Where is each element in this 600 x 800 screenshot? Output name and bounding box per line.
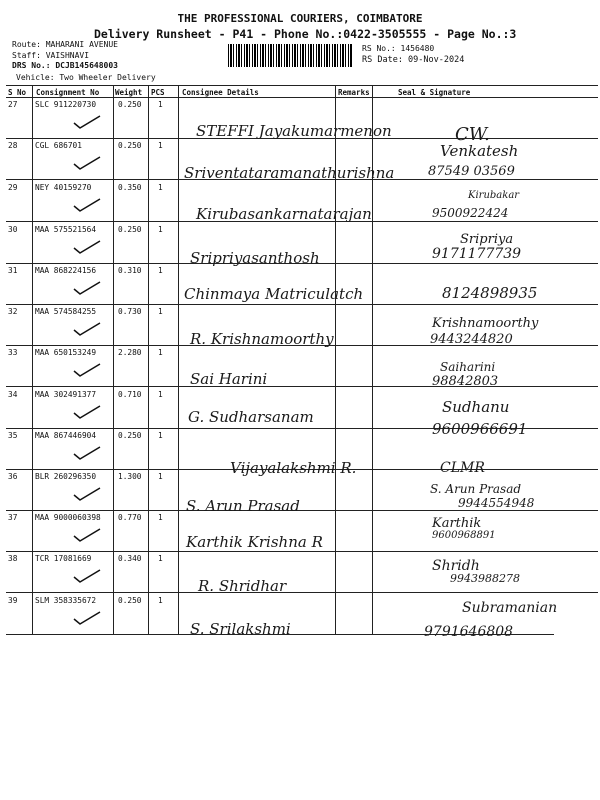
column-header: PCS [151, 88, 165, 97]
check-mark-icon [72, 446, 102, 460]
signature-text: Krishnamoorthy [432, 316, 539, 331]
column-header: Weight [115, 88, 143, 97]
check-mark-icon [72, 240, 102, 254]
signature-text: S. Arun Prasad [430, 482, 522, 496]
consignment-number: SLC 911220730 [35, 100, 97, 109]
consignment-number: MAA 9000060398 [35, 513, 101, 522]
signature-text: Sripriya [460, 232, 514, 247]
pcs-value: 1 [158, 225, 163, 234]
weight-value: 0.250 [118, 431, 142, 440]
consignee-name: Karthik Krishna R [186, 533, 323, 551]
pcs-value: 1 [158, 183, 163, 192]
check-mark-icon [72, 115, 102, 129]
serial-number: 32 [8, 307, 18, 316]
column-header: Consignment No [36, 88, 100, 97]
check-mark-icon [72, 156, 102, 170]
serial-number: 28 [8, 141, 18, 150]
row-divider [6, 592, 598, 593]
consignment-col-line [113, 85, 114, 635]
runsheet-title: Delivery Runsheet - P41 - Phone No.:0422-3505555 - Page No.:3 [94, 27, 517, 41]
signature-text: 9600966691 [432, 420, 528, 438]
serial-number: 39 [8, 596, 18, 605]
pcs-value: 1 [158, 348, 163, 357]
pcs-col-line [178, 85, 179, 635]
weight-value: 0.350 [118, 183, 142, 192]
consignee-name: R. Krishnamoorthy [190, 330, 334, 348]
consignment-number: NEY 40159270 [35, 183, 92, 192]
column-header: Seal & Signature [398, 88, 471, 97]
check-mark-icon [72, 322, 102, 336]
serial-number: 31 [8, 266, 18, 275]
weight-value: 0.310 [118, 266, 142, 275]
consignment-number: TCR 17081669 [35, 554, 92, 563]
check-mark-icon [72, 363, 102, 377]
vehicle-label: Vehicle: Two Wheeler Delivery [16, 73, 156, 82]
serial-number: 36 [8, 472, 18, 481]
serial-number: 38 [8, 554, 18, 563]
pcs-value: 1 [158, 472, 163, 481]
signature-text: 9171177739 [432, 246, 522, 262]
check-mark-icon [72, 405, 102, 419]
rs-date: RS Date: 09-Nov-2024 [362, 55, 465, 65]
serial-number: 27 [8, 100, 18, 109]
check-mark-icon [72, 528, 102, 542]
signature-text: Venkatesh [440, 142, 519, 160]
column-header: S No [8, 88, 27, 97]
drs-number: DRS No.: DCJB145648003 [12, 61, 118, 70]
signature-text: 9600968891 [432, 530, 496, 541]
route-label: Route: MAHARANI AVENUE [12, 40, 118, 49]
signature-text: CW. [455, 124, 490, 145]
consignee-name: Sriventataramanathurishna [184, 164, 395, 182]
signature-text: 9500922424 [432, 206, 509, 220]
consignee-name: Chinmaya Matriculatch [184, 285, 364, 303]
consignee-name: STEFFI Jayakumarmenon [196, 122, 392, 140]
pcs-value: 1 [158, 266, 163, 275]
check-mark-icon [72, 611, 102, 625]
check-mark-icon [72, 487, 102, 501]
pcs-value: 1 [158, 513, 163, 522]
pcs-value: 1 [158, 431, 163, 440]
pcs-value: 1 [158, 100, 163, 109]
row-divider [6, 386, 598, 387]
pcs-value: 1 [158, 390, 163, 399]
serial-number: 37 [8, 513, 18, 522]
weight-value: 0.250 [118, 596, 142, 605]
signature-text: 87549 03569 [428, 164, 515, 179]
signature-text: Karthik [432, 516, 482, 531]
weight-value: 0.730 [118, 307, 142, 316]
signature-text: Saiharini [440, 360, 496, 374]
weight-col-line [148, 85, 149, 635]
serial-number: 30 [8, 225, 18, 234]
consignee-name: Kirubasankarnatarajan [196, 205, 372, 223]
staff-label: Staff: VAISHNAVI [12, 51, 90, 60]
weight-value: 0.250 [118, 225, 142, 234]
check-mark-icon [72, 281, 102, 295]
signature-text: 98842803 [432, 374, 499, 389]
pcs-value: 1 [158, 554, 163, 563]
row-divider [6, 510, 598, 511]
consignment-number: MAA 650153249 [35, 348, 97, 357]
pcs-value: 1 [158, 307, 163, 316]
weight-value: 0.710 [118, 390, 142, 399]
company-title: THE PROFESSIONAL COURIERS, COIMBATORE [177, 12, 423, 25]
consignee-name: S. Arun Prasad [186, 497, 300, 515]
rs-number: RS No.: 1456480 [362, 44, 435, 53]
consignee-name: G. Sudharsanam [188, 408, 314, 426]
weight-value: 0.770 [118, 513, 142, 522]
signature-text: Shridh [432, 558, 480, 574]
consignment-number: MAA 868224156 [35, 266, 97, 275]
row-divider [6, 551, 598, 552]
check-mark-icon [72, 198, 102, 212]
signature-text: 9944554948 [458, 496, 535, 510]
signature-text: 8124898935 [442, 284, 538, 302]
pcs-value: 1 [158, 141, 163, 150]
signature-text: 9791646808 [424, 624, 514, 640]
weight-value: 0.340 [118, 554, 142, 563]
consignment-number: MAA 574584255 [35, 307, 97, 316]
signature-text: Kirubakar [468, 190, 520, 201]
column-header: Consignee Details [182, 88, 259, 97]
consignment-number: MAA 302491377 [35, 390, 97, 399]
consignment-number: MAA 867446904 [35, 431, 97, 440]
consignee-name: S. Srilakshmi [190, 620, 291, 638]
table-top-line [6, 85, 598, 86]
barcode-image [228, 44, 352, 67]
consignee-name: Sai Harini [190, 370, 268, 388]
signature-text: Subramanian [462, 600, 558, 616]
serial-number: 29 [8, 183, 18, 192]
sno-col-line [32, 85, 33, 635]
signature-text: CLMR [440, 460, 485, 476]
weight-value: 0.250 [118, 100, 142, 109]
consignment-number: MAA 575521564 [35, 225, 97, 234]
serial-number: 35 [8, 431, 18, 440]
consignment-number: CGL 686701 [35, 141, 82, 150]
weight-value: 1.300 [118, 472, 142, 481]
column-header: Remarks [338, 88, 370, 97]
pcs-value: 1 [158, 596, 163, 605]
row-divider [6, 304, 598, 305]
consignee-name: R. Shridhar [198, 577, 287, 595]
serial-number: 33 [8, 348, 18, 357]
signature-text: Sudhanu [442, 398, 510, 416]
weight-value: 2.280 [118, 348, 142, 357]
serial-number: 34 [8, 390, 18, 399]
consignee-name: Vijayalakshmi R. [230, 459, 357, 477]
check-mark-icon [72, 569, 102, 583]
weight-value: 0.250 [118, 141, 142, 150]
signature-text: 9943988278 [450, 572, 520, 585]
consignment-number: BLR 260296350 [35, 472, 97, 481]
consignee-name: Sripriyasanthosh [190, 249, 320, 267]
header-bottom-line [6, 97, 598, 98]
signature-text: 9443244820 [430, 332, 513, 347]
consignment-number: SLM 358335672 [35, 596, 97, 605]
